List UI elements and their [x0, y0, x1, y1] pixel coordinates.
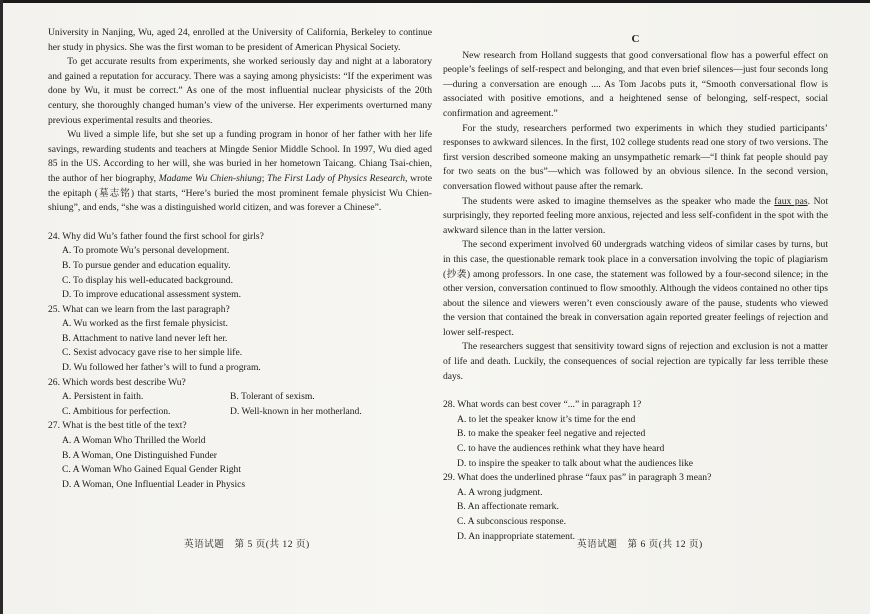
passage-c-paragraph-1: New research from Holland suggests that good conversational flow has a powerful effect on people’s feelings of self-respect and belonging, and that even brief silences—just four seconds long—during a conversation are enough .... As Tom Jacobs puts it, “Smooth conversational flow is associated with positive emotions, and a heightened sense of belonging, self-respect, social confirmation and agreement.” — [443, 49, 828, 119]
option-c[interactable]: C. To display his well-educated background. — [62, 274, 234, 286]
scan-border-left — [0, 0, 3, 614]
option-d[interactable]: D. Wu followed her father’s will to fund a program. — [62, 362, 261, 374]
option-d[interactable]: D. A Woman, One Influential Leader in Physics — [62, 478, 246, 490]
underlined-phrase: faux pas — [774, 195, 808, 207]
left-column — [48, 26, 432, 492]
right-column — [443, 26, 828, 544]
option-d[interactable]: D. Well-known in her motherland. — [230, 405, 362, 417]
question-stem: 26. Which words best describe Wu? — [48, 376, 186, 388]
question-24 — [48, 230, 432, 303]
page-footer-right: 英语试题 第 6 页(共 12 页) — [577, 539, 703, 550]
question-stem: 29. What does the underlined phrase “faux pas” in paragraph 3 mean? — [443, 472, 712, 484]
question-25 — [48, 303, 432, 376]
option-d[interactable]: D. An inappropriate statement. — [457, 530, 576, 542]
book-title-1: Madame Wu Chien-shiung — [158, 172, 262, 184]
paragraph-3-after: . Not surprisingly, they reported feeling more anxious, rejected and less self-confident in the spot with the awkward silence than in the latter version. — [443, 195, 828, 236]
paragraph-3-before: The students were asked to imagine themselves as the speaker who made the — [462, 195, 775, 207]
option-a[interactable]: A. Wu worked as the first female physicist. — [62, 318, 228, 330]
option-b[interactable]: B. to make the speaker feel negative and rejected — [457, 428, 646, 440]
passage-b-paragraph-2: To get accurate results from experiments, she worked seriously day and night at a laboratory and gained a reputation for accuracy. There was a saying among physicists: “If the experiment was done by Wu, it must be correct.” As one of the most influential nuclear physicists of the 20th century, she thoroughly changed human’s view of the universe. Her experiments overturned many previous experimental results and theories. — [48, 56, 432, 126]
question-stem: 24. Why did Wu’s father found the first school for girls? — [48, 230, 264, 242]
passage-b-paragraph-3 — [48, 128, 432, 216]
section-c-heading: C — [631, 33, 640, 45]
passage-b-paragraph-1: University in Nanjing, Wu, aged 24, enrolled at the University of California, Berkeley to continue her study in physics. She was the first woman to be president of American Physical Society. — [48, 27, 432, 53]
option-d[interactable]: D. To improve educational assessment system. — [62, 289, 242, 301]
option-row-1 — [62, 390, 432, 405]
option-a[interactable]: A. To promote Wu’s personal development. — [62, 245, 230, 257]
option-row-2 — [62, 405, 432, 420]
option-b[interactable]: B. Tolerant of sexism. — [230, 391, 315, 403]
question-stem: 27. What is the best title of the text? — [48, 420, 187, 432]
option-b[interactable]: B. A Woman, One Distinguished Funder — [62, 449, 217, 461]
option-c[interactable]: C. A subconscious response. — [457, 516, 566, 527]
option-d[interactable]: D. to inspire the speaker to talk about what the audiences like — [457, 457, 694, 469]
option-b[interactable]: B. Attachment to native land never left her. — [62, 332, 228, 344]
question-28 — [443, 398, 828, 471]
paragraph-3-text: Wu lived a simple life, but she set up a funding program in honor of her father with her life savings, rewarding students and teachers at Mingde Senior Middle School. In 1997, Wu died aged 85 in the US. According to her will, she was buried in her hometown Taicang. Chiang Tsai-chien, the author of her biography, — [48, 129, 432, 184]
option-c[interactable]: C. to have the audiences rethink what they have heard — [457, 443, 665, 455]
option-c[interactable]: C. A Woman Who Gained Equal Gender Right — [62, 464, 241, 476]
scan-border-top — [0, 0, 870, 3]
book-title-2: The First Lady of Physics Research — [267, 172, 406, 184]
passage-c-paragraph-2: For the study, researchers performed two experiments in which they studied participants’ responses to awkward silences. In the first, 102 college students read one story of two versions. The first version described someone making an unsympathetic remark—“I think fat people should pay for two seats on the bus”—which was followed by an obvious silence. In the second version, conversation flowed without pause after the remark. — [443, 122, 828, 192]
option-b[interactable]: B. To pursue gender and education equality. — [62, 259, 231, 271]
option-a[interactable]: A. Persistent in faith. — [62, 391, 144, 403]
option-c[interactable]: C. Ambitious for perfection. — [62, 405, 171, 417]
paragraph-3-end: , wrote the epitaph (墓志铭) that starts, “Here’s buried the most prominent female physicist Wu Chien-shiung”, and ends, “she was a distinguished world citizen, and was forever a Chinese”. — [48, 172, 432, 214]
page-footer-left: 英语试题 第 5 页(共 12 页) — [184, 539, 310, 550]
passage-c-paragraph-3 — [443, 195, 828, 239]
question-stem: 28. What words can best cover “...” in paragraph 1? — [443, 399, 642, 411]
question-stem: 25. What can we learn from the last paragraph? — [48, 303, 230, 315]
passage-c-paragraph-5: The researchers suggest that sensitivity toward signs of rejection and exclusion is not a matter of life and death. Luckily, the consequences of social rejection are typically far less terrible these days. — [443, 341, 828, 382]
title-separator: ; — [261, 172, 268, 184]
option-a[interactable]: A. to let the speaker know it’s time for the end — [457, 413, 636, 425]
question-27 — [48, 419, 432, 492]
question-26 — [48, 376, 432, 420]
option-a[interactable]: A. A Woman Who Thrilled the World — [62, 435, 206, 447]
question-29 — [443, 471, 828, 544]
option-a[interactable]: A. A wrong judgment. — [457, 486, 543, 498]
option-c[interactable]: C. Sexist advocacy gave rise to her simple life. — [62, 347, 243, 359]
passage-c-paragraph-4: The second experiment involved 60 undergrads watching videos of similar cases by turns, but in this case, the questionable remark took place in a conversation involving the topic of plagiarism (抄袭) among professors. In one case, the statement was followed by a four-second silence; in the other version, conversation continued to flow smoothly. Although the videos contained no other tips about the silence and viewers weren’t even consciously aware of the pause, students who viewed the version that contained the break in conversation again reported greater feelings of rejection and lower self-respect. — [443, 239, 828, 338]
option-b[interactable]: B. An affectionate remark. — [457, 501, 559, 513]
